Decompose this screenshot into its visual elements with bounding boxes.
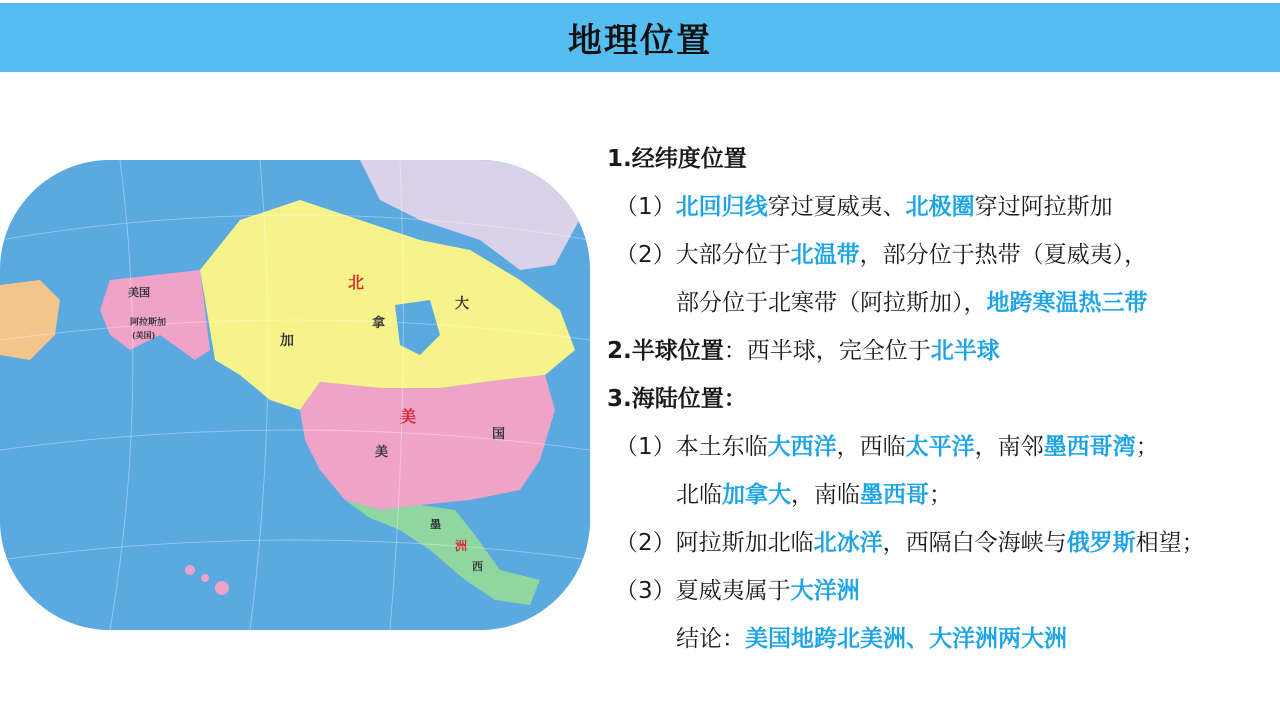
section-3-line-3 <box>607 519 1272 567</box>
map-label-usa-2: 国 <box>492 427 506 442</box>
text: ：西半球，完全位于 <box>723 338 931 364</box>
text: ，西隔白令海峡与 <box>882 530 1067 556</box>
highlight: 俄罗斯 <box>1066 530 1136 556</box>
section-3-line-5 <box>607 615 1272 663</box>
map-label-canada-1: 北 <box>348 273 365 292</box>
text: ； <box>1135 434 1159 460</box>
text: 北临 <box>676 482 722 508</box>
highlight: 北半球 <box>930 338 1000 364</box>
highlight: 大西洋 <box>767 434 837 460</box>
map-label-alaska-small: (美国) <box>132 331 156 340</box>
map-label-alaska-us: 美国 <box>128 286 150 299</box>
map-label-canada-4: 拿 <box>372 316 386 331</box>
text: ，南邻 <box>974 434 1044 460</box>
text: 相望； <box>1135 530 1205 556</box>
usa-region <box>300 375 555 510</box>
slide-title: 地理位置 <box>568 21 712 61</box>
text: （2）大部分位于 <box>615 242 791 268</box>
highlight: 大洋洲 <box>790 578 860 604</box>
map-label-mexico-2: 西 <box>472 560 483 573</box>
highlight: 加拿大 <box>722 482 791 508</box>
text: ，部分位于热带（夏威夷）， <box>859 242 1148 268</box>
highlight: 地跨寒温热三带 <box>986 290 1148 316</box>
highlight: 北极圈 <box>905 194 975 220</box>
text: 部分位于北寒带（阿拉斯加）， <box>676 290 987 316</box>
highlight: 北冰洋 <box>813 530 883 556</box>
highlight: 北温带 <box>790 242 860 268</box>
section-1-heading: 1.经纬度位置 <box>607 146 747 172</box>
hawaii-island <box>215 581 229 595</box>
map-label-usa-1: 美 <box>400 407 417 426</box>
text: ，南临 <box>791 482 860 508</box>
map-label-alaska: 阿拉斯加 <box>130 318 167 328</box>
text: （1）本土东临 <box>615 434 768 460</box>
highlight: 墨西哥湾 <box>1043 434 1136 460</box>
highlight: 北回归线 <box>675 194 768 220</box>
title-bar <box>0 3 1280 72</box>
map-svg <box>0 160 590 630</box>
map-label-canada-2: 大 <box>455 296 469 312</box>
highlight: 墨西哥 <box>860 482 929 508</box>
section-1-line-2 <box>607 231 1272 279</box>
highlight: 太平洋 <box>905 434 975 460</box>
map-label-canada-3: 加 <box>280 333 294 349</box>
text: （3）夏威夷属于 <box>615 578 791 604</box>
text: ； <box>929 482 952 508</box>
text: 穿过夏威夷、 <box>767 194 906 220</box>
hawaii-island <box>185 565 195 575</box>
highlight: 美国地跨北美洲、大洋洲两大洲 <box>745 626 1067 652</box>
section-3-line-4 <box>607 567 1272 615</box>
section-2-heading: 2.半球位置 <box>607 338 724 364</box>
map-label-mexico-1: 墨 <box>430 518 441 531</box>
text: 结论： <box>676 626 745 652</box>
section-2-line <box>607 327 1272 375</box>
text: （2）阿拉斯加北临 <box>615 530 814 556</box>
hawaii-island <box>201 574 209 582</box>
section-3-line-1 <box>607 423 1272 471</box>
north-america-map <box>0 160 590 630</box>
map-label-mexico-3: 洲 <box>455 539 468 553</box>
section-3-heading: 3.海陆位置： <box>607 386 747 412</box>
section-1-line-3 <box>607 279 1272 327</box>
text: （1） <box>615 194 676 220</box>
text: ，西临 <box>836 434 906 460</box>
content-panel <box>607 135 1272 663</box>
section-3-line-2 <box>607 471 1272 519</box>
section-1-line-1 <box>607 183 1272 231</box>
map-label-usa-3: 美 <box>375 445 389 460</box>
text: 穿过阿拉斯加 <box>974 194 1113 220</box>
